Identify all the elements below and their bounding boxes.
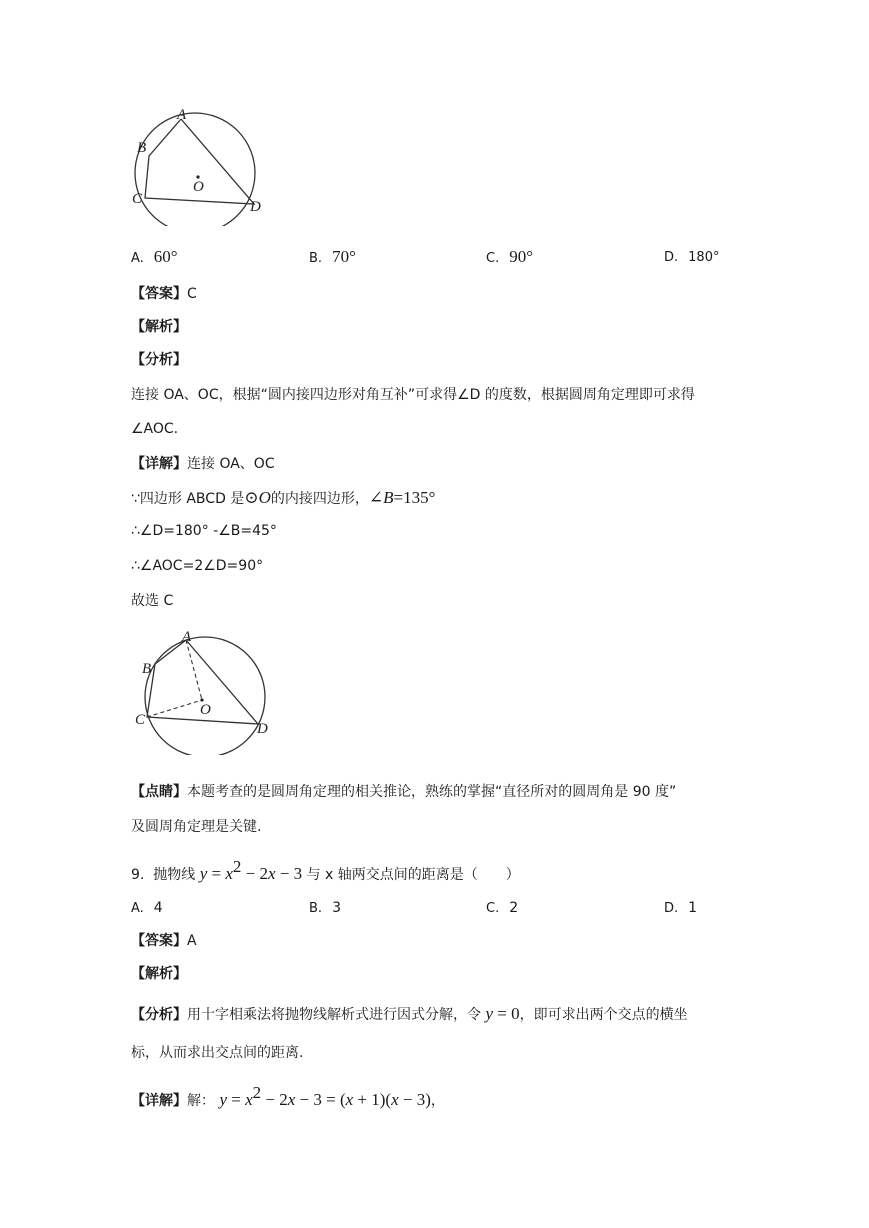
q9-answer-line: 【答案】A (131, 933, 197, 949)
q9-option-d: D. 1 (664, 900, 698, 916)
q9-option-b: B. 3 (309, 900, 341, 916)
fenxi-line-1: 连接 OA、OC，根据“圆内接四边形对角互补”可求得∠D 的度数，根据圆周角定理即可求得 (131, 387, 695, 403)
figure-circle-abcd-with-center (128, 630, 273, 755)
label2-a: A (182, 630, 192, 645)
step-3: ∴∠AOC=2∠D=90° (131, 558, 264, 574)
fenxi-heading: 【分析】 (131, 352, 187, 368)
option-c: C. 90° (486, 247, 534, 266)
q9-detail-line: 【详解】解： $y = x^2 - 2x - 3 = (x + 1)(x - 3)$， (131, 1083, 445, 1109)
choose-line: 故选 C (131, 593, 174, 609)
option-b: B. 70° (309, 247, 356, 266)
label2-d: D (257, 721, 268, 737)
comment-line-1: 【点睛】本题考查的是圆周角定理的相关推论，熟练的掌握“直径所对的圆周角是 90 度” (131, 784, 677, 800)
q9-fenxi-line-1: 【分析】用十字相乘法将抛物线解析式进行因式分解，令 y = 0，即可求出两个交点的横坐 (131, 1004, 688, 1023)
label-a: A (177, 107, 187, 123)
figure-circle-abcd (128, 106, 268, 226)
label-d: D (250, 199, 261, 215)
fenxi-line-2: ∠AOC. (131, 421, 179, 437)
option-d: D. 180° (664, 250, 720, 265)
q9-analysis-heading: 【解析】 (131, 966, 187, 982)
q9-option-a: A. 4 (131, 900, 163, 916)
q9-option-c: C. 2 (486, 900, 519, 916)
analysis-heading: 【解析】 (131, 319, 187, 335)
label-b: B (137, 140, 147, 156)
answer-line: 【答案】C (131, 286, 197, 302)
step-1: ∵四边形 ABCD 是⊙O的内接四边形，∠B=135° (131, 488, 436, 507)
label2-b: B (142, 661, 152, 677)
option-a: A. 60° (131, 247, 178, 266)
detail-line: 【详解】连接 OA、OC (131, 456, 275, 472)
label-o: O (193, 179, 204, 195)
question-9-stem: 9. 抛物线 $y = x^2 - 2x - 3$ 与 x 轴两交点间的距离是（ ） (131, 857, 520, 883)
step-2: ∴∠D=180° -∠B=45° (131, 523, 277, 539)
label2-o: O (200, 702, 211, 718)
label2-c: C (135, 712, 146, 728)
q9-fenxi-line-2: 标，从而求出交点间的距离. (131, 1045, 304, 1061)
comment-line-2: 及圆周角定理是关键. (131, 819, 262, 835)
label-c: C (132, 191, 143, 207)
